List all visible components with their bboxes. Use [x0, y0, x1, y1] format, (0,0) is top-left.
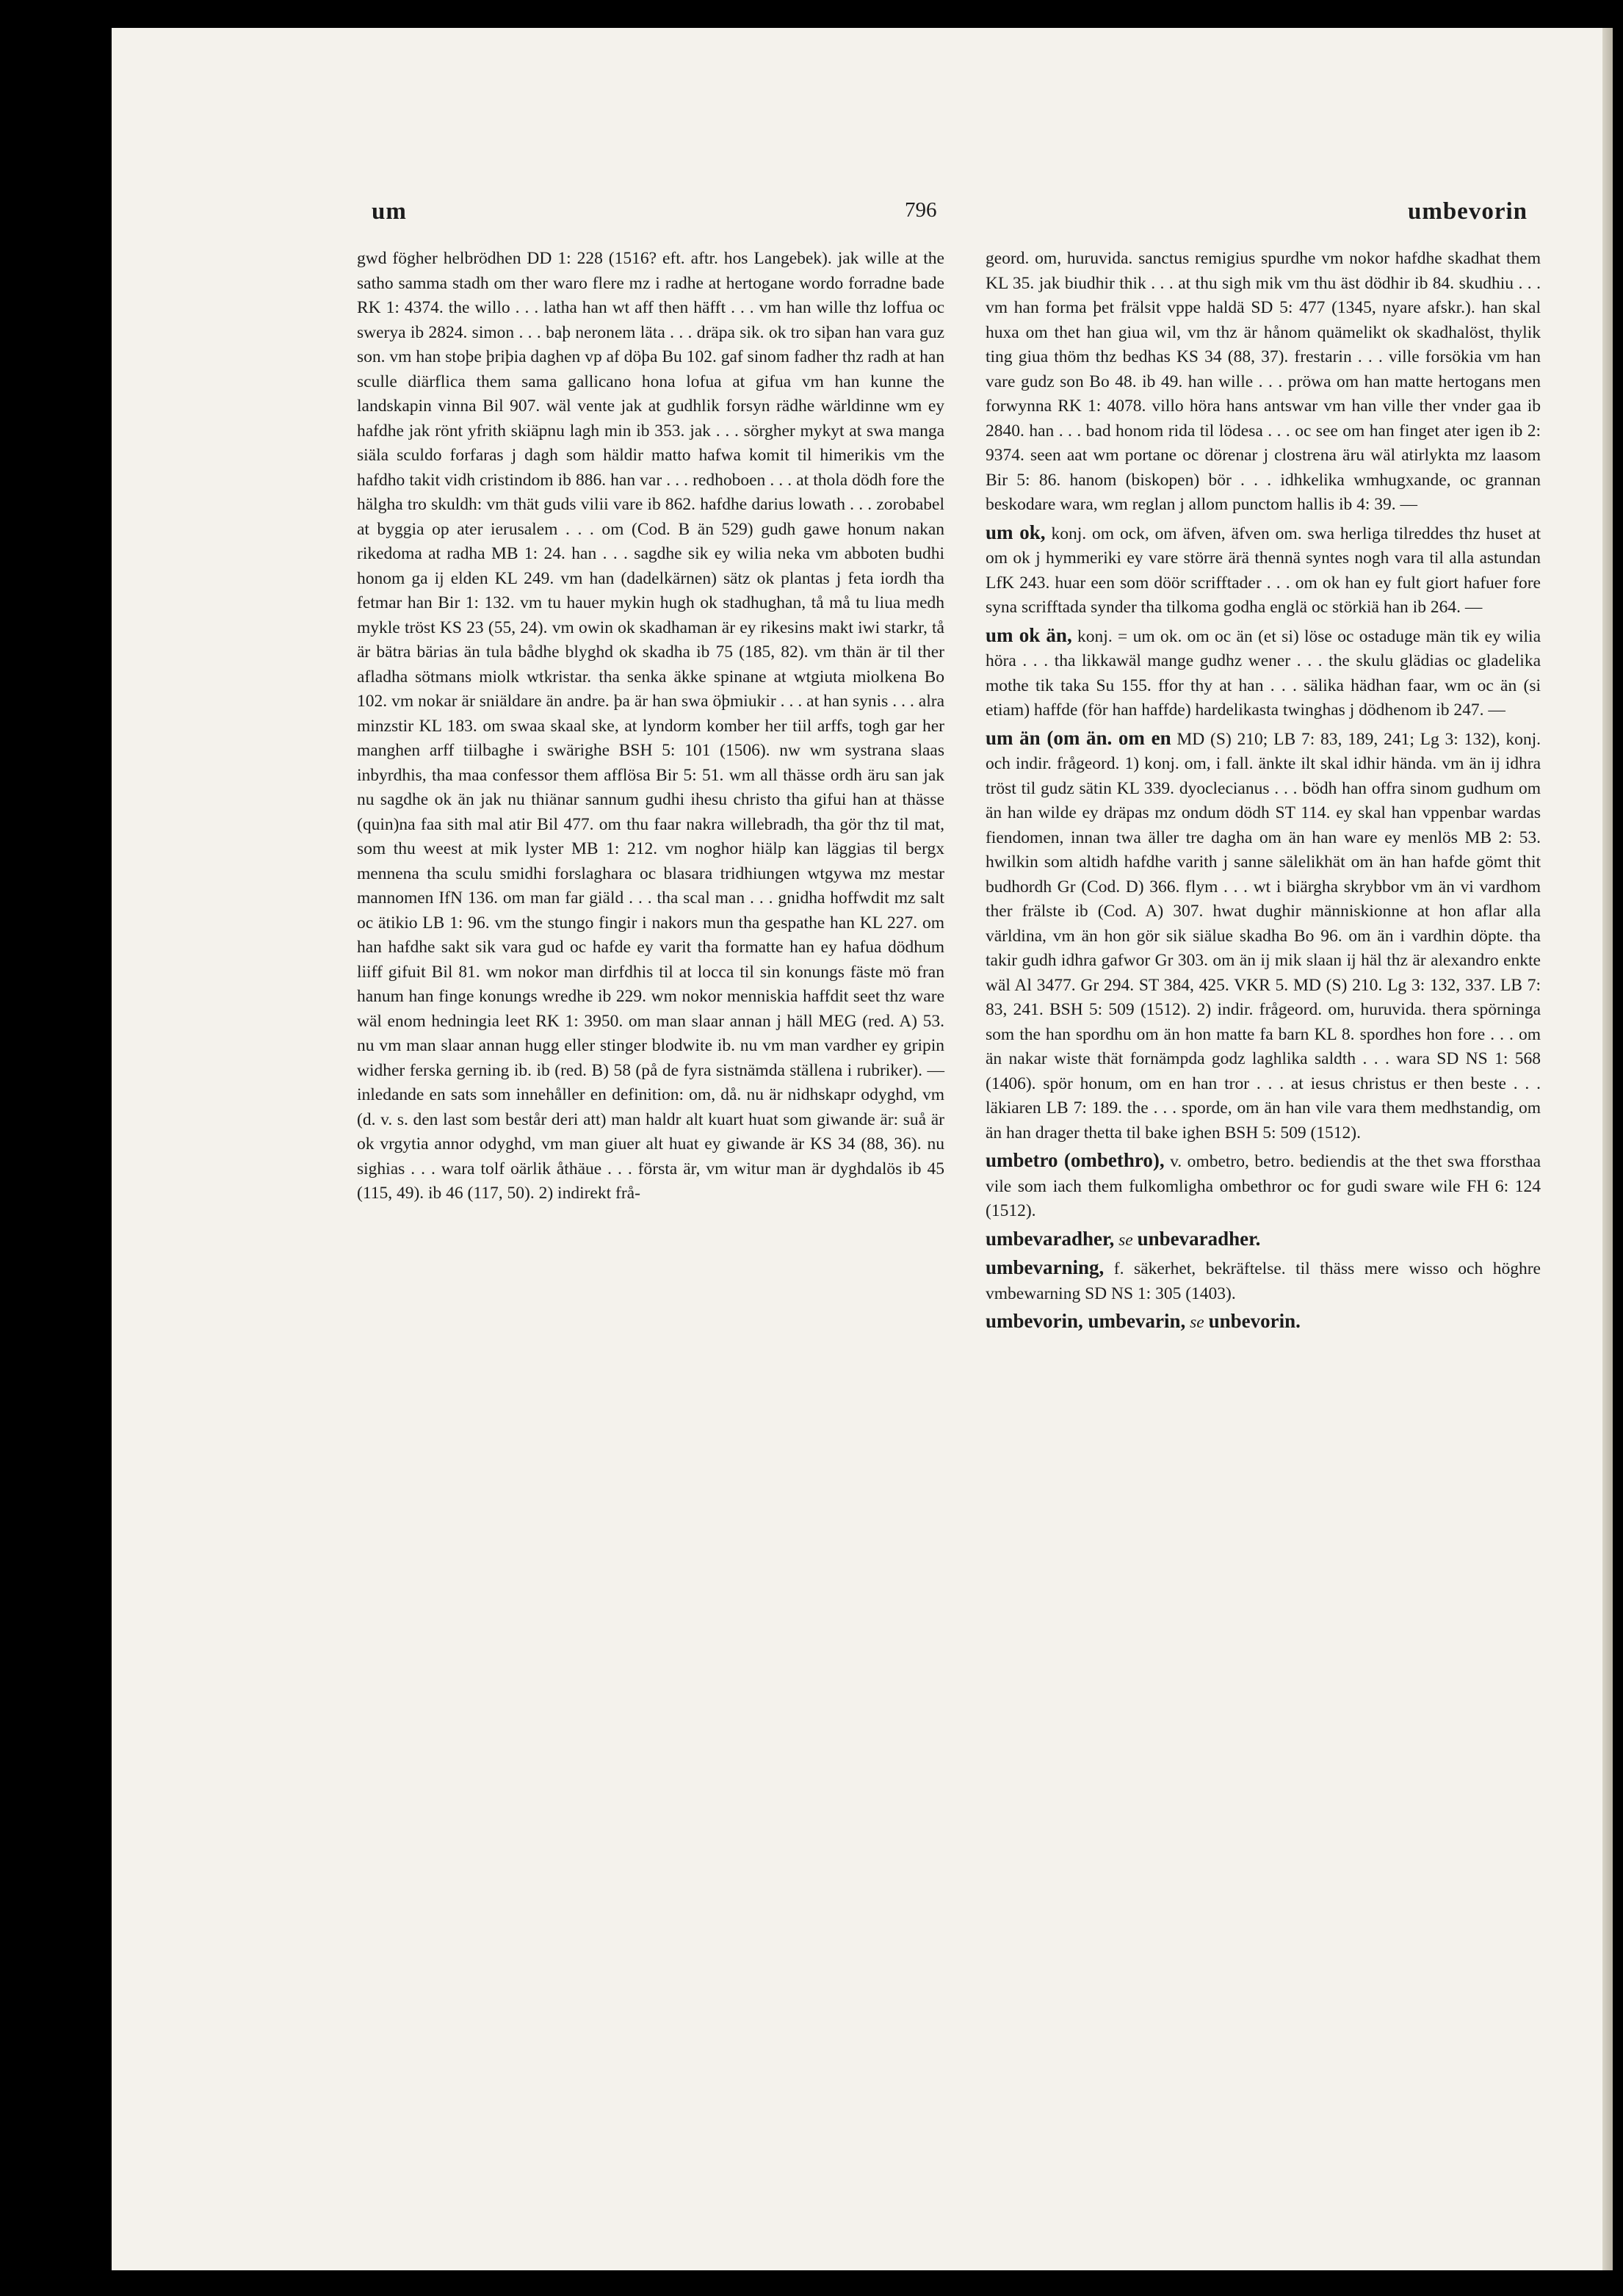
entry-umbevaradher [986, 1227, 1541, 1253]
dictionary-page [112, 28, 1613, 2270]
cross-ref-se-2: se [1190, 1313, 1204, 1332]
headword-umbevarning: umbevarning, [986, 1256, 1105, 1278]
entry-umbetro-body: v. ombetro, betro. bediendis at the thet swa fforsthaa vile som iach them fulkomligha ombethror oc for gudi sware wile FH 6: 124 (1512). [986, 1152, 1541, 1220]
entry-um-ok-body: konj. om ock, om äfven, äfven om. swa herliga tilreddes thz huset at om ok j hymmeriki ey vare större ärä thennä syntes nogh vara til alla astundan LfK 243. huar een som döör scrifftader . . . om ok han ey fult giort hafuer fore syna scrifftada synder tha tilkoma godha englä oc störkiä han ib 264. — [986, 524, 1541, 617]
cross-ref-target-unbevorin: unbevorin. [1208, 1310, 1301, 1332]
entry-um-ok-an [986, 623, 1541, 723]
headword-umbevaradher: umbevaradher, [986, 1227, 1115, 1250]
header-left-keyword: um [372, 198, 407, 225]
entry-continuation: geord. om, huruvida. sanctus remigius spurdhe vm nokor hafdhe skadhat them KL 35. jak biudhir thik . . . at thu sigh mik vm thu äst dödhir ib 84. skudhiu . . . vm han forma þet frälsit vppe haldä SD 5: 477 (1345, nyare afskr.). han skal huxa om thet han giua wil, vm thz är hånom quämelikt ok skadhalöst, thylik ting giua thöm thz bedhas KS 34 (88, 37). frestarin . . . ville forsökia vm han vare gudz son Bo 48. ib 49. han wille . . . pröwa om han matte hertogans men forwynna RK 1: 4078. villo höra hans antswar vm han ville ther vnder gaa ib 2840. han . . . bad honom rida til lödesa . . . oc see om han finget ater igen ib 2: 9374. seen aat wm portane oc dörenar j clostrena äru wäl atirlykta mz laasom Bir 5: 86. hanom (biskopen) bör . . . idhkelika wmhugxande, oc grannan beskodare wara, wm reglan j allom punctom hallis ib 4: 39. — [986, 249, 1541, 514]
left-column [357, 247, 944, 1206]
headword-um-an: um än (om än. om en [986, 726, 1171, 749]
right-column [986, 247, 1541, 1339]
headword-umbetro: umbetro (ombethro), [986, 1149, 1165, 1171]
cross-ref-target-unbevaradher: unbevaradher. [1137, 1227, 1261, 1250]
running-head [112, 198, 1613, 228]
header-right-keyword: umbevorin [1407, 198, 1528, 225]
headword-um-ok-an: um ok än, [986, 623, 1072, 646]
entry-um-an [986, 726, 1541, 1146]
page-number: 796 [905, 198, 937, 222]
headword-umbevorin: umbevorin, umbevarin, [986, 1310, 1186, 1332]
page-edge-shading [1602, 28, 1613, 2270]
entry-umbevarning [986, 1256, 1541, 1306]
entry-umbetro [986, 1148, 1541, 1224]
left-column-text: gwd fögher helbrödhen DD 1: 228 (1516? eft. aftr. hos Langebek). jak wille at the satho samma stadh om ther waro flere mz i radhe at hertogane wordo forradne bade RK 1: 4374. the willo . . . latha han wt aff then häfft . . . vm han wille thz loffua oc swerya ib 2824. simon . . . baþ neronem läta . . . dräpa sik. ok tro siþan han vara guz son. vm han stoþe þriþia daghen vp af döþa Bu 102. gaf sinom fadher thz radh at han sculle diärflica them sama gallicano hona lofua at gifua vm han kunne the landskapin vinna Bil 907. wäl vente jak at gudhlik forsyn rädhe wärldinne wm ey hafdhe jak rönt yfrith skiäpnu lagh min ib 353. jak . . . sörgher mykyt at swa manga siäla sculdo forfaras j dagh som häldir matto hafwa komit til himerikis vm the hafdho takit vidh cristindom ib 886. han var . . . redhoboen . . . at thola dödh fore the hälgha tro skuldh: vm thät guds vilii vare ib 862. hafdhe darius lowath . . . zorobabel at byggia op ater ierusalem . . . om (Cod. B än 529) gudh gawe honum nakan rikedoma at radha MB 1: 24. han . . . sagdhe sik ey wilia neka vm abboten budhi honom ga ij elden KL 249. vm han (dadelkärnen) sätz ok plantas j feta iordh tha fetmar han Bir 1: 132. vm tu hauer mykin hugh ok stadhughan, tå må tu liua medh mykle tröst KS 23 (55, 24). vm owin ok skadhaman är ey rikesins makt iwi starkr, tå är bätra bärias än tula bådhe blyghd ok skadha ib 75 (185, 82). vm thän är til ther afladha sötmans miolk wtkristar. tha senka äkke spinane at wtgiuta miolkena Bo 102. vm nokar är sniäldare än andre. þa är han swa öþmiukir . . . at han synis . . . alra minzstir KL 183. om swaa skaal ske, at lyndorm komber her tiil arffs, togh gar her manghen arff tiilbaghe i swärighe BSH 5: 101 (1506). nw wm systrana slaas inbyrdhis, tha maa confessor them afflösa Bir 5: 51. wm all thässe ordh äru san jak nu sagdhe ok än jak nu thiänar sannum gudhi ihesu christo tha gifui han at thässe (quin)na faa sith mal atir Bil 477. om thu faar nakra willebradh, tha gör thz til mat, som thu weest at mik lyster MB 1: 212. vm noghor hiälp kan läggias til bergx mennena tha sculu smidhi forslaghara oc blasara tridhiungen wtgywa mz mestar mannomen IfN 136. om man far giäld . . . tha scal man . . . gnidha hoffwdit mz salt oc ätikio LB 1: 96. vm the stungo fingir i nakors mun tha gespathe han KL 227. om han hafdhe sakt sik vara gud oc hafde ey varit tha formatte han ey hafua dödhum liiff gifuit Bil 81. wm nokor man dirfdhis til at locca til sin konungs fäste mö fran hanum han finge konungs wredhe ib 229. wm nokor menniskia haffdit seet thz ware wäl enom hedningia leet RK 1: 3950. om man slaar annan j häll MEG (red. A) 53. nu vm man slaar annan hugg eller stinger blodwite ib. nu vm man vardher ey gripin widher ferska gerning ib. ib (red. B) 58 (på de fyra sistnämda ställena i rubriker). — inledande en sats som innehåller en definition: om, då. nu är nidhskapr odyghd, vm (d. v. s. den last som består deri att) man haldr alt kuart huat som giwande är: suå är ok vrgytia annor odyghd, vm man giuer alt huat ey giwande är KS 34 (88, 36). nu sighias . . . wara tolf oärlik åthäue . . . första är, vm witur man är dyghdalös ib 45 (115, 49). ib 46 (117, 50). 2) indirekt frå- [357, 249, 944, 1203]
entry-umbevorin [986, 1309, 1541, 1336]
cross-ref-se: se [1118, 1230, 1133, 1250]
entry-umbevarning-body: f. säkerhet, bekräftelse. til thäss mere wisso och höghre vmbewarning SD NS 1: 305 (1403). [986, 1259, 1541, 1303]
entry-um-ok-an-body: konj. = um ok. om oc än (et si) löse oc ostaduge män tik ey wilia höra . . . tha likkawäl mange gudhz wener . . . the skulu glädias oc gladelika mothe tik taka Su 155. ffor thy at han . . . sälika hädhan faar, wm oc än (si etiam) haffde (för han haffde) hardelikasta twinghas j dödhenom ib 247. — [986, 626, 1541, 720]
entry-um-ok [986, 521, 1541, 620]
headword-um-ok: um ok, [986, 521, 1046, 543]
entry-um-an-body: MD (S) 210; LB 7: 83, 189, 241; Lg 3: 132), konj. och indir. frågeord. 1) konj. om, i fall. änkte ilt skal idhir hända. vm än ij idhra tröst til gudz sätin KL 339. dyoclecianus . . . bödh han offra sinom gudhum om än han wilde ey dräpas mz ondum dödh ST 114. ey skal han vppenbar wardas fiendomen, innan twa äller tre dagha om än han ware ey menlös MB 2: 53. hwilkin som altidh hafdhe varith j sanne sälelikhät om än han hafde gömt thit budhordh Gr (Cod. D) 366. flym . . . wt i biärgha skrybbor vm än vi vardhom ther frälste ib (Cod. A) 307. hwat dughir människionne at hon aflar alla världina, vm än hon gör sik siälue skadha Bo 96. om än i vardhin döpte. tha takir gudh idhra gafwor Gr 303. om än ij mik slaan ij häl thz är alexandro enkte wäl Al 3477. Gr 294. ST 384, 425. VKR 5. MD (S) 210. Lg 3: 132, 337. LB 7: 83, 241. BSH 5: 509 (1512). 2) indir. frågeord. om, huruvida. thera spörninga som the han spordhu om än hon matte fa barn KL 8. spordhes hon fore . . . om än nakar wiste thät fornämpda godz laghlika saldth . . . wara SD NS 1: 568 (1406). spör honum, om en han tror . . . at iesus christus er then beste . . . läkiaren LB 7: 189. the . . . sporde, om än han vile vara them medhstandig, om än han drager thetta til bake ighen BSH 5: 509 (1512). [986, 729, 1541, 1142]
